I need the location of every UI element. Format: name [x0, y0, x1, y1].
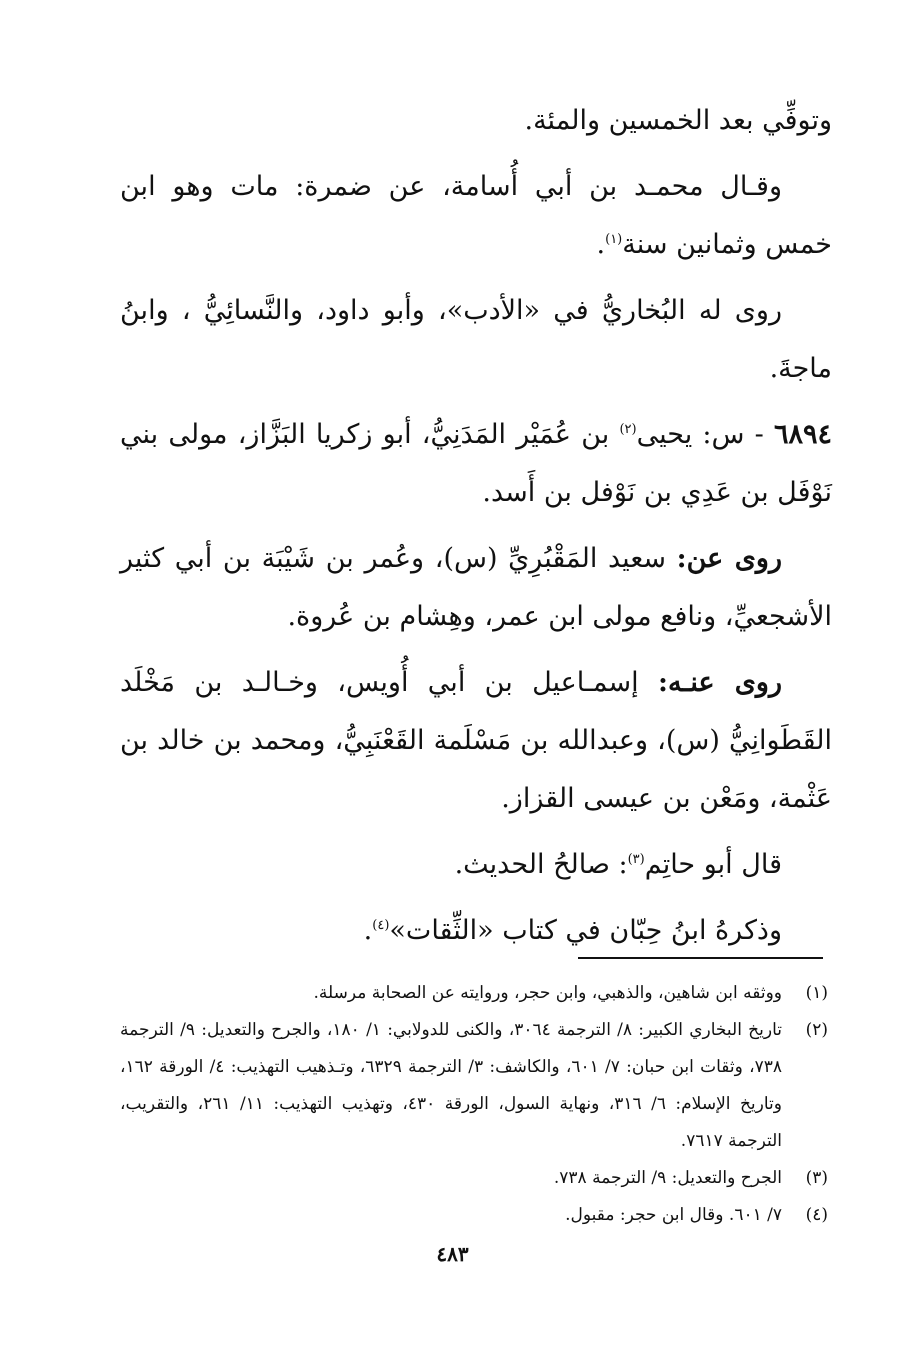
death-date-text: وتوفِّي بعد الخمسين والمئة. [524, 105, 832, 136]
footnote-number: (٢) [805, 1020, 828, 1040]
paragraph-dhamra-quote [120, 158, 832, 274]
footnote-ref-3[interactable]: (٣) [627, 852, 645, 867]
footnote-text: الجرح والتعديل: ٩/ الترجمة ٧٣٨. [553, 1168, 782, 1188]
ibn-hibban-text: وذكرهُ ابنُ حِبّان في كتاب «الثِّقات» [389, 915, 782, 946]
narrated-from-label: روى عن: [676, 543, 782, 574]
paragraph-death-date [120, 92, 832, 150]
footnote-separator [578, 957, 823, 959]
footnote-2 [120, 1012, 828, 1160]
narrated-from-text: سعيد المَقْبُرِيِّ (س)، وعُمر بن شَيْبَة بن أبي كثير الأشجعيِّ، ونافع مولى ابن عمر، وهِشام بن عُروة. [120, 543, 832, 632]
paragraph-narrated-by-him [120, 654, 832, 828]
entry-number: ٦٨٩٤ [773, 419, 832, 450]
footnote-text: تاريخ البخاري الكبير: ٨/ الترجمة ٣٠٦٤، والكنى للدولابي: ١/ ١٨٠، والجرح والتعديل: ٩/ الترجمة ٧٣٨، وثقات ابن حبان: ٧/ ٦٠١، والكاشف: ٣/ الترجمة ٦٣٢٩، وتـذهيب التهذيب: ٤/ الورقة ١٦٢، وتاريخ الإسلام: ٦/ ٣١٦، ونهاية السول، الورقة ٤٣٠، وتهذيب التهذيب: ١١/ ٢٦١، والتقريب، الترجمة ٧٦١٧. [120, 1020, 783, 1151]
footnote-4 [120, 1197, 828, 1234]
footnote-number: (٤) [805, 1205, 828, 1225]
footnotes [120, 975, 828, 1234]
footnote-3 [120, 1160, 828, 1197]
footnote-number: (١) [805, 983, 828, 1003]
footnote-ref-1[interactable]: (١) [605, 232, 623, 247]
ibn-hibban-text-end: . [363, 915, 373, 946]
entry-heading-part1: - س: يحيى [636, 419, 774, 450]
dhamra-quote-text: وقـال محمـد بن أبي أُسامة، عن ضمرة: مات وهو ابن خمس وثمانين سنة [120, 171, 832, 260]
footnote-ref-2[interactable]: (٢) [619, 422, 637, 437]
paragraph-entry-heading [120, 406, 832, 522]
narrated-by-him-text: إسمـاعيل بن أبي أُويس، وخـالـد بن مَخْلَد القَطَوانِيُّ (س)، وعبدالله بن مَسْلَمة القَعْنَبِيُّ، ومحمد بن خالد بن عَثْمة، ومَعْن بن عيسى القزاز. [120, 667, 832, 814]
abu-hatim-text: قال أبو حاتِم [644, 849, 782, 880]
narrated-by-him-label: روى عنـه: [658, 667, 782, 698]
dhamra-quote-end: . [596, 229, 606, 260]
paragraph-abu-hatim [120, 836, 832, 894]
main-text [120, 92, 832, 960]
paragraph-narrated-by [120, 282, 832, 398]
paragraph-narrated-from [120, 530, 832, 646]
paragraph-ibn-hibban [120, 902, 832, 960]
footnote-number: (٣) [805, 1168, 828, 1188]
abu-hatim-text-end: : صالحُ الحديث. [454, 849, 628, 880]
narrated-by-text: روى له البُخاريُّ في «الأدب»، وأبو داود، والنَّسائِيُّ ، وابنُ ماجةَ. [120, 295, 832, 384]
footnote-text: ووثقه ابن شاهين، والذهبي، وابن حجر، وروايته عن الصحابة مرسلة. [313, 983, 782, 1003]
footnote-text: ٧/ ٦٠١. وقال ابن حجر: مقبول. [565, 1205, 782, 1225]
page-number: ٤٨٣ [436, 1242, 469, 1266]
footnote-1 [120, 975, 828, 1012]
entry-heading-part2: بن عُمَيْر المَدَنِيُّ، أبو زكريا البَزَّاز، مولى بني نَوْفَل بن عَدِي بن نَوْفل بن أَسد. [120, 419, 832, 508]
footnote-ref-4[interactable]: (٤) [372, 918, 390, 933]
